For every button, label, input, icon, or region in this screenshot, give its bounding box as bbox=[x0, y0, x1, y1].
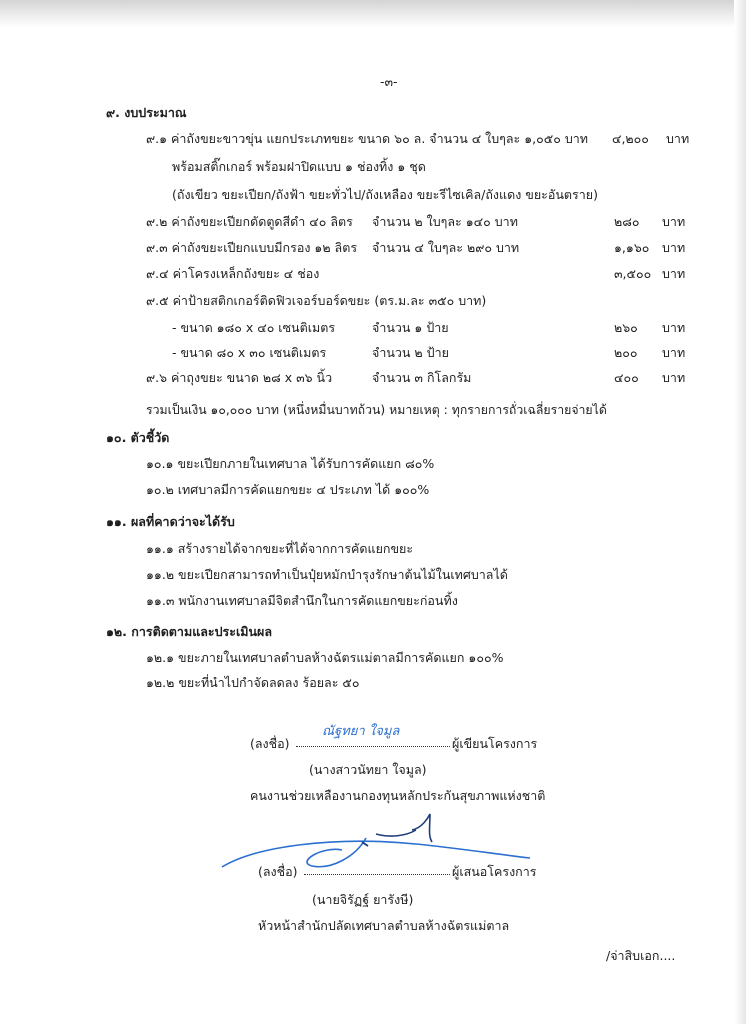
budget-item-amount: ๒๐๐ bbox=[614, 345, 638, 360]
outcome-item: ๑๑.๑ สร้างรายได้จากขยะที่ได้จากการคัดแยกขยะ bbox=[146, 541, 414, 556]
signer-position: หัวหน้าสำนักปลัดเทศบาลตำบลห้างฉัตรแม่ตาล bbox=[258, 918, 510, 933]
outcome-item: ๑๑.๒ ขยะเปียกสามารถทำเป็นปุ๋ยหมักบำรุงรักษาต้นไม้ในเทศบาลได้ bbox=[146, 567, 508, 582]
signer-position: คนงานช่วยเหลืองานกองทุนหลักประกันสุขภาพแห่งชาติ bbox=[250, 788, 546, 803]
budget-item-unit: บาท bbox=[662, 240, 686, 255]
indicator-item: ๑๐.๑ ขยะเปียกภายในเทศบาล ได้รับการคัดแยก ๘๐% bbox=[146, 456, 435, 471]
sign-suffix: ผู้เสนอโครงการ bbox=[452, 864, 537, 879]
sign-suffix: ผู้เขียนโครงการ bbox=[452, 736, 538, 751]
budget-item-amount: ๒๘๐ bbox=[614, 214, 640, 229]
budget-item-amount: ๒๖๐ bbox=[614, 320, 638, 335]
evaluation-heading: ๑๒. การติดตามและประเมินผล bbox=[106, 624, 273, 639]
signature-dotted-line bbox=[304, 874, 450, 875]
continuation-note: /จ่าสิบเอก.... bbox=[606, 948, 676, 963]
budget-item-amount: ๑,๑๖๐ bbox=[614, 240, 650, 255]
budget-heading: ๙. งบประมาณ bbox=[106, 105, 187, 120]
budget-item-label: พร้อมสติ๊กเกอร์ พร้อมฝาปิดแบบ ๑ ช่องทิ้ง ๑ ชุด bbox=[172, 159, 426, 174]
budget-item-label: ๙.๕ ค่าป้ายสติกเกอร์ติดฟิวเจอร์บอร์ดขยะ (ตร.ม.ละ ๓๕๐ บาท) bbox=[146, 293, 487, 308]
budget-item-qty: จำนวน ๒ ใบๆละ ๑๔๐ บาท bbox=[372, 214, 518, 229]
budget-item-label: (ถังเขียว ขยะเปียก/ถังฟ้า ขยะทั่วไป/ถังเหลือง ขยะรีไซเคิล/ถังแดง ขยะอันตราย) bbox=[172, 187, 598, 202]
outcomes-heading: ๑๑. ผลที่คาดว่าจะได้รับ bbox=[106, 514, 235, 529]
budget-item-unit: บาท bbox=[662, 370, 686, 385]
budget-item-amount: ๓,๕๐๐ bbox=[614, 266, 652, 281]
budget-item-unit: บาท bbox=[666, 131, 690, 146]
budget-item-label: ๙.๓ ค่าถังขยะเปียกแบบมีกรอง ๑๒ ลิตร bbox=[146, 240, 358, 255]
page-number: -๓- bbox=[380, 74, 398, 89]
budget-total: รวมเป็นเงิน ๑๐,๐๐๐ บาท (หนึ่งหมื่นบาทถ้วน) หมายเหตุ : ทุกรายการถั่วเฉลี่ยรายจ่ายได้ bbox=[146, 403, 607, 417]
budget-item-amount: ๔๐๐ bbox=[614, 370, 639, 385]
budget-item-qty: จำนวน ๓ กิโลกรัม bbox=[372, 370, 472, 385]
budget-item-label: - ขนาด ๑๘๐ x ๔๐ เซนติเมตร bbox=[172, 320, 336, 335]
budget-item-label: ๙.๒ ค่าถังขยะเปียกดัดตูดสีดำ ๔๐ ลิตร bbox=[146, 214, 353, 229]
budget-item-unit: บาท bbox=[662, 320, 686, 335]
handwritten-signature: ณัฐทยา ใจมูล bbox=[322, 724, 400, 739]
budget-item-unit: บาท bbox=[662, 266, 686, 281]
budget-item-qty: จำนวน ๔ ใบๆละ ๒๙๐ บาท bbox=[372, 240, 520, 255]
scan-top-shadow bbox=[0, 0, 746, 28]
budget-item-unit: บาท bbox=[662, 214, 686, 229]
sign-prefix: (ลงชื่อ) bbox=[258, 864, 298, 879]
budget-item-label: ๙.๔ ค่าโครงเหล็กถังขยะ ๔ ช่อง bbox=[146, 266, 320, 281]
signer-name: (นายจิรัฏฐ์ ยารังษี) bbox=[312, 892, 414, 907]
scan-right-shadow bbox=[734, 0, 746, 1024]
budget-item-unit: บาท bbox=[662, 345, 686, 360]
signer-name: (นางสาวนัทยา ใจมูล) bbox=[309, 762, 427, 777]
indicator-item: ๑๐.๒ เทศบาลมีการคัดแยกขยะ ๔ ประเภท ได้ ๑๐๐% bbox=[146, 482, 430, 497]
budget-item-label: ๙.๑ ค่าถังขยะขาวขุ่น แยกประเภทขยะ ขนาด ๖๐ ล. จำนวน ๔ ใบๆละ ๑,๐๕๐ บาท bbox=[146, 131, 589, 146]
indicators-heading: ๑๐. ตัวชี้วัด bbox=[106, 430, 170, 445]
budget-item-label: ๙.๖ ค่าถุงขยะ ขนาด ๒๘ x ๓๖ นิ้ว bbox=[146, 370, 333, 385]
signature-dotted-line bbox=[296, 746, 450, 747]
budget-item-qty: จำนวน ๑ ป้าย bbox=[372, 320, 449, 335]
evaluation-item: ๑๒.๒ ขยะที่นำไปกำจัดลดลง ร้อยละ ๕๐ bbox=[146, 675, 360, 690]
budget-item-label: - ขนาด ๘๐ x ๓๐ เซนติเมตร bbox=[172, 345, 327, 360]
budget-item-amount: ๔,๒๐๐ bbox=[612, 131, 649, 146]
outcome-item: ๑๑.๓ พนักงานเทศบาลมีจิตสำนึกในการคัดแยกขยะก่อนทิ้ง bbox=[146, 593, 458, 608]
evaluation-item: ๑๒.๑ ขยะภายในเทศบาลตำบลห้างฉัตรแม่ตาลมีการคัดแยก ๑๐๐% bbox=[146, 650, 504, 665]
budget-item-qty: จำนวน ๒ ป้าย bbox=[372, 345, 449, 360]
sign-prefix: (ลงชื่อ) bbox=[250, 736, 290, 751]
